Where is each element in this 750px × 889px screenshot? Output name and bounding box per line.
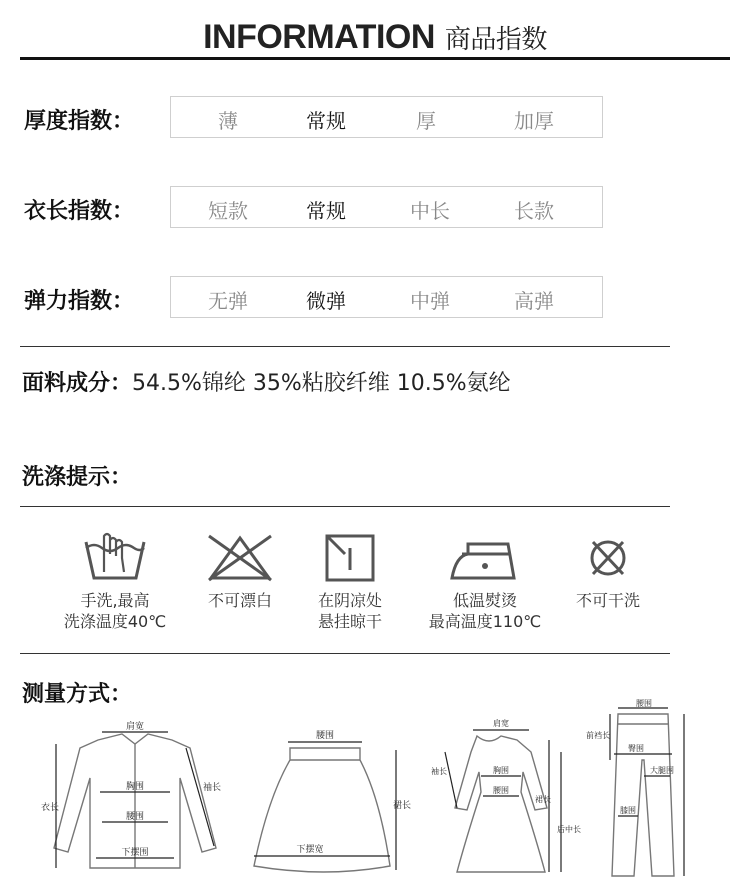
skirt-length-label: 裙长 — [392, 801, 412, 811]
pants-knee-label: 膝围 — [620, 806, 636, 815]
pants-measure-diagram — [588, 700, 698, 884]
measure-title: 测量方式： — [22, 682, 133, 707]
shirt-measure-diagram — [40, 718, 230, 884]
care-item-low-iron — [410, 532, 560, 632]
skirt-measure-diagram — [240, 718, 410, 884]
length-option-short: 短款 — [208, 199, 248, 223]
care-title: 洗涤提示： — [22, 465, 133, 490]
shirt-sleeve-label: 袖长 — [202, 783, 222, 793]
skirt-waist-label: 腰围 — [315, 731, 335, 741]
low-iron-text-2: 最高温度110℃ — [428, 612, 542, 631]
title-chinese: 商品指数 — [444, 25, 547, 55]
title-english: INFORMATION — [203, 18, 435, 56]
hand-wash-text-1: 手洗,最高 — [80, 591, 150, 610]
thickness-option-extra-thick: 加厚 — [514, 109, 554, 133]
length-option-mid: 中长 — [410, 199, 450, 223]
pants-hip-label: 臀围 — [628, 744, 644, 753]
stretch-option-none: 无弹 — [208, 289, 248, 313]
page-title — [0, 18, 750, 57]
stretch-option-high: 高弹 — [514, 289, 554, 313]
dress-sleeve-label: 袖长 — [431, 767, 447, 776]
shirt-hem-label: 下摆围 — [121, 848, 149, 858]
thickness-label: 厚度指数： — [24, 109, 135, 134]
pants-front-rise-label: 前裆长 — [586, 731, 610, 740]
stretch-option-slight: 微弹 — [306, 289, 346, 313]
no-bleach-text: 不可漂白 — [207, 591, 272, 610]
thickness-scale — [170, 96, 603, 138]
skirt-hem-label: 下摆宽 — [296, 845, 324, 855]
divider — [20, 653, 670, 654]
thickness-option-regular: 常规 — [306, 109, 346, 133]
divider — [20, 346, 670, 347]
no-dry-clean-icon — [573, 532, 643, 584]
thickness-option-thin: 薄 — [218, 109, 238, 133]
pants-thigh-label: 大腿围 — [650, 766, 674, 775]
hand-wash-icon — [80, 532, 150, 584]
dress-chest-label: 胸围 — [493, 766, 509, 775]
shirt-chest-label: 胸围 — [125, 782, 145, 792]
title-divider — [20, 57, 730, 60]
low-iron-text-1: 低温熨烫 — [452, 591, 517, 610]
stretch-option-medium: 中弹 — [410, 289, 450, 313]
dress-waist-label: 腰围 — [493, 786, 509, 795]
length-option-regular: 常规 — [306, 199, 346, 223]
fabric-label: 面料成分： — [22, 371, 133, 396]
dress-length-label: 裙长 — [535, 795, 551, 804]
low-iron-icon — [448, 532, 522, 584]
shirt-waist-label: 腰围 — [125, 812, 145, 822]
fabric-composition — [22, 366, 511, 397]
fabric-value: 54.5%锦纶 35%粘胶纤维 10.5%氨纶 — [132, 371, 511, 396]
stretch-scale — [170, 276, 603, 318]
dress-shoulder-label: 肩宽 — [493, 719, 509, 728]
dress-back-center-label: 后中长 — [557, 825, 581, 834]
line-dry-shade-icon — [315, 532, 385, 584]
shirt-length-label: 衣长 — [40, 803, 60, 813]
length-label: 衣长指数： — [24, 199, 135, 224]
stretch-label: 弹力指数： — [24, 289, 135, 314]
no-bleach-icon — [205, 532, 275, 584]
line-dry-text-1: 在阴凉处 — [317, 591, 382, 610]
thickness-option-thick: 厚 — [416, 109, 436, 133]
dress-measure-diagram — [425, 712, 581, 884]
no-dry-clean-text: 不可干洗 — [575, 591, 640, 610]
hand-wash-text-2: 洗涤温度40℃ — [63, 612, 167, 631]
care-item-hand-wash — [40, 532, 190, 632]
care-item-line-dry — [285, 532, 415, 632]
line-dry-text-2: 悬挂晾干 — [317, 612, 382, 631]
divider — [20, 506, 670, 507]
pants-waist-label: 腰围 — [636, 699, 652, 708]
shirt-shoulder-label: 肩宽 — [125, 722, 145, 732]
length-scale — [170, 186, 603, 228]
length-option-long: 长款 — [514, 199, 554, 223]
care-item-no-dry-clean — [548, 532, 668, 611]
